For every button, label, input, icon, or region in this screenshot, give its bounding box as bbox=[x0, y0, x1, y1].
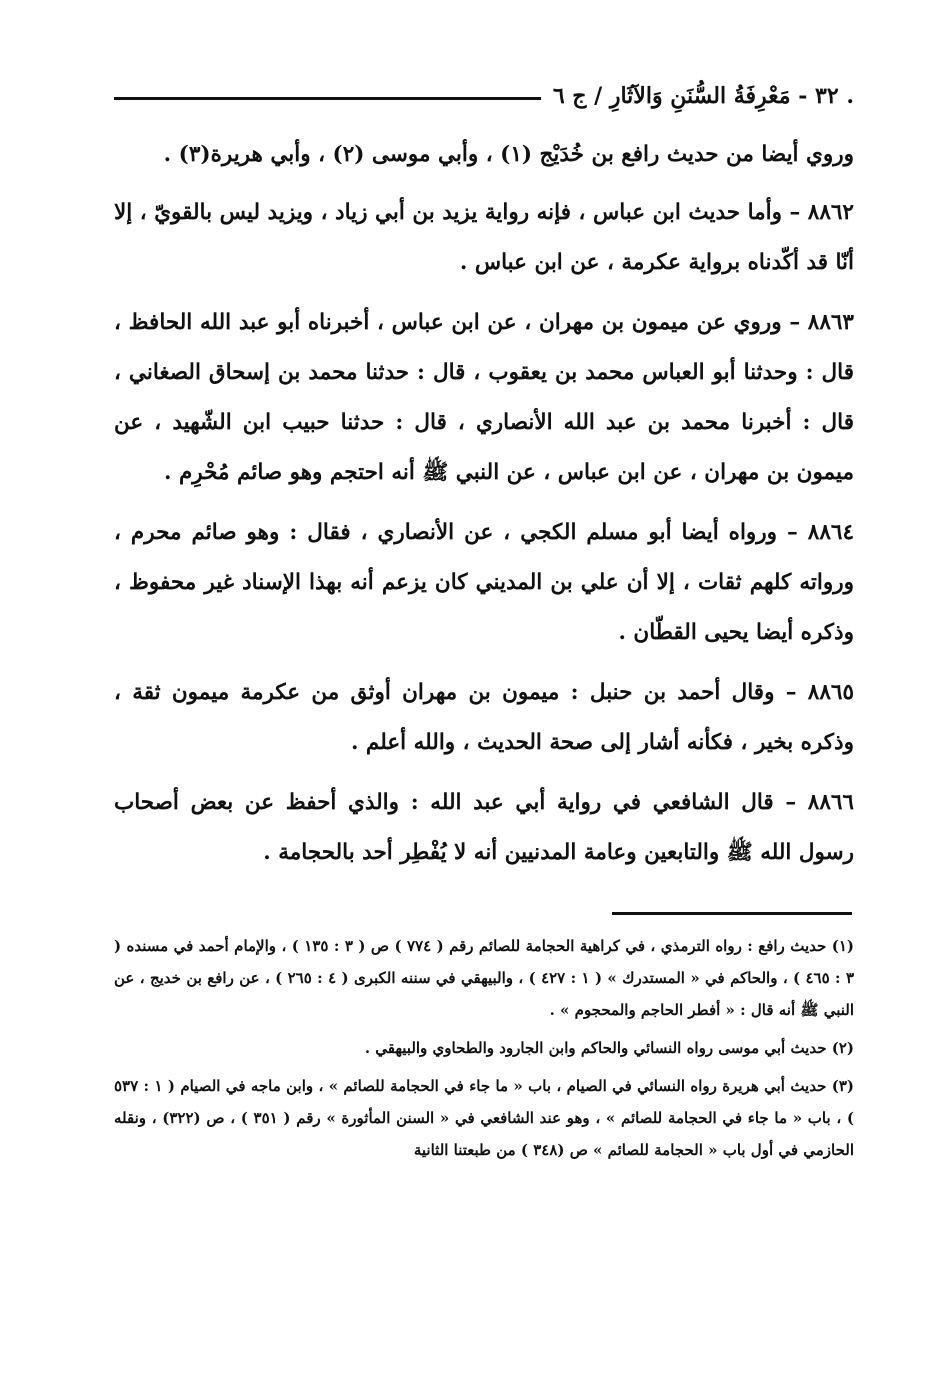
paragraph-intro bbox=[114, 130, 854, 180]
paragraph-text: – وأما حديث ابن عباس ، فإنه رواية يزيد بن أبي زياد ، ويزيد ليس بالقويّ ، إلا أنّا قد أكّدناه برواية عكرمة ، عن ابن عباس . bbox=[114, 200, 854, 275]
paragraph-number: ٨٨٦٥ bbox=[807, 680, 854, 705]
main-text bbox=[114, 130, 854, 888]
paragraph-text: – قال الشافعي في رواية أبي عبد الله : والذي أحفظ عن بعض أصحاب رسول الله ﷺ والتابعين وعامة المدنيين أنه لا يُفْطِر أحد بالحجامة . bbox=[114, 790, 854, 865]
paragraph-8862 bbox=[114, 188, 854, 288]
footnote-separator bbox=[612, 912, 852, 915]
paragraph-8864 bbox=[114, 508, 854, 658]
paragraph-8866 bbox=[114, 778, 854, 878]
header-rule bbox=[114, 97, 541, 100]
running-header: . ٣٢ - مَعْرِفَةُ السُّنَنِ وَالآثَارِ / ج ٦ bbox=[552, 83, 854, 109]
paragraph-8863 bbox=[114, 298, 854, 498]
paragraph-text: وروي أيضا من حديث رافع بن خُدَيْج (١) ، وأبي موسى (٢) ، وأبي هريرة(٣) . bbox=[163, 142, 854, 167]
footnote-1: (١) حديث رافع : رواه الترمذي ، في كراهية الحجامة للصائم رقم ( ٧٧٤ ) ص ( ٣ : ١٣٥ ) ، والإمام أحمد في مسنده ( ٣ : ٤٦٥ ) ، والحاكم في « المستدرك » ( ١ : ٤٢٧ ) ، والبيهقي في سننه الكبرى ( ٤ : ٢٦٥ ) ، عن رافع بن خديج ، عن النبي ﷺ أنه قال : « أفطر الحاجم والمحجوم » . bbox=[114, 937, 855, 1019]
paragraph-text: – وروي عن ميمون بن مهران ، عن ابن عباس ، أخبرناه أبو عبد الله الحافظ ، قال : وحدثنا أبو العباس محمد بن يعقوب ، قال : حدثنا محمد بن إسحاق الصغاني ، قال : أخبرنا محمد بن عبد الله الأنصاري ، قال : حدثنا حبيب ابن الشّهيد ، عن ميمون بن مهران ، عن ابن عباس ، عن النبي ﷺ أنه احتجم وهو صائم مُحْرِم . bbox=[114, 310, 854, 485]
paragraph-8865 bbox=[114, 668, 854, 768]
paragraph-text: – ورواه أيضا أبو مسلم الكجي ، عن الأنصاري ، فقال : وهو صائم محرم ، ورواته كلهم ثقات ، إلا أن علي بن المديني كان يزعم أنه بهذا الإسناد غير محفوظ ، وذكره أيضا يحيى القطّان . bbox=[114, 520, 854, 645]
paragraph-text: – وقال أحمد بن حنبل : ميمون بن مهران أوثق من عكرمة ميمون ثقة ، وذكره بخير ، فكأنه أشار إلى صحة الحديث ، والله أعلم . bbox=[114, 680, 854, 755]
footnotes bbox=[114, 930, 854, 1172]
paragraph-number: ٨٨٦٢ bbox=[807, 200, 854, 225]
footnote-3: (٣) حديث أبي هريرة رواه النسائي في الصيام ، باب « ما جاء في الحجامة للصائم » ، وابن ماجه في الصيام ( ١ : ٥٣٧ ) ، باب « ما جاء في الحجامة للصائم » ، وهو عند الشافعي في « السنن المأثورة » رقم ( ٣٥١ ) ، ص (٣٢٢) ، ونقله الحازمي في أول باب « الحجامة للصائم » ص (٣٤٨ ) من طبعتنا الثانية bbox=[114, 1077, 855, 1159]
paragraph-number: ٨٨٦٦ bbox=[807, 790, 854, 815]
page-header bbox=[114, 76, 854, 116]
paragraph-number: ٨٨٦٣ bbox=[807, 310, 854, 335]
footnote-2: (٢) حديث أبي موسى رواه النسائي والحاكم وابن الجارود والطحاوي والبيهقي . bbox=[364, 1039, 854, 1057]
paragraph-number: ٨٨٦٤ bbox=[807, 520, 854, 545]
